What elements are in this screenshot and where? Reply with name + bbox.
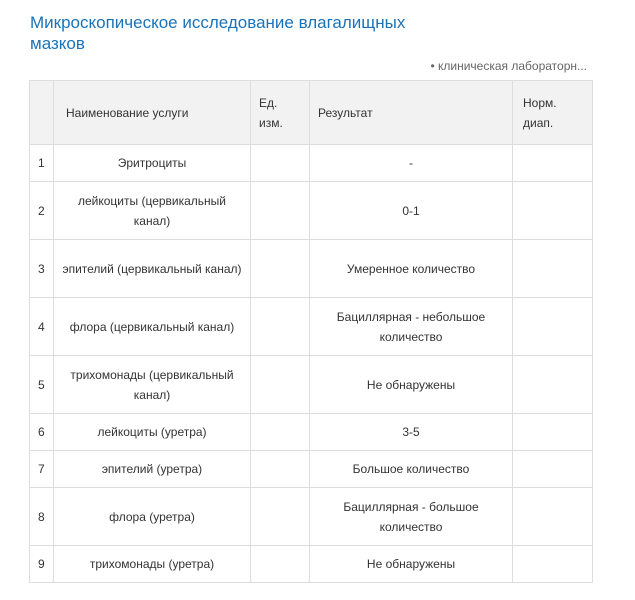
table-row [30,145,593,182]
result-cell: 0-1 [310,182,513,240]
table-row [30,414,593,451]
service-name: флора (уретра) [54,488,251,546]
result-cell: Большое количество [310,451,513,488]
table-row [30,488,593,546]
norm-cell [513,240,593,298]
row-number: 7 [30,451,54,488]
unit-cell [251,182,310,240]
col-header-service: Наименование услуги [54,81,251,145]
col-header-unit: Ед. изм. [251,81,310,145]
service-name: трихомонады (цервикальный канал) [54,356,251,414]
norm-cell [513,488,593,546]
service-name: флора (цервикальный канал) [54,298,251,356]
row-number: 6 [30,414,54,451]
result-cell: Умеренное количество [310,240,513,298]
unit-cell [251,298,310,356]
col-header-norm: Норм. диап. [513,81,593,145]
table-row [30,451,593,488]
result-cell: Бациллярная - небольшое количество [310,298,513,356]
norm-cell [513,546,593,583]
unit-cell [251,240,310,298]
norm-cell [513,451,593,488]
table-row [30,546,593,583]
row-number: 8 [30,488,54,546]
norm-cell [513,182,593,240]
service-name: Эритроциты [54,145,251,182]
result-cell: Бациллярная - большое количество [310,488,513,546]
unit-cell [251,451,310,488]
service-name: трихомонады (уретра) [54,546,251,583]
row-number: 4 [30,298,54,356]
unit-cell [251,488,310,546]
result-cell: - [310,145,513,182]
page-title: Микроскопическое исследование влагалищных мазков [30,13,406,53]
norm-cell [513,356,593,414]
table-row [30,356,593,414]
result-cell: 3-5 [310,414,513,451]
table-row [30,182,593,240]
service-name: лейкоциты (уретра) [54,414,251,451]
col-header-number [30,81,54,145]
unit-cell [251,145,310,182]
unit-cell [251,356,310,414]
norm-cell [513,414,593,451]
row-number: 9 [30,546,54,583]
row-number: 1 [30,145,54,182]
results-table [29,80,593,583]
result-cell: Не обнаружены [310,546,513,583]
service-name: лейкоциты (цервикальный канал) [54,182,251,240]
lab-category-label[interactable]: • клиническая лабораторн... [430,59,587,73]
service-name: эпителий (цервикальный канал) [54,240,251,298]
norm-cell [513,145,593,182]
col-header-result: Результат [310,81,513,145]
result-cell: Не обнаружены [310,356,513,414]
row-number: 3 [30,240,54,298]
table-row [30,240,593,298]
norm-cell [513,298,593,356]
table-header-row [30,81,593,145]
row-number: 2 [30,182,54,240]
row-number: 5 [30,356,54,414]
service-name: эпителий (уретра) [54,451,251,488]
table-row [30,298,593,356]
unit-cell [251,546,310,583]
unit-cell [251,414,310,451]
